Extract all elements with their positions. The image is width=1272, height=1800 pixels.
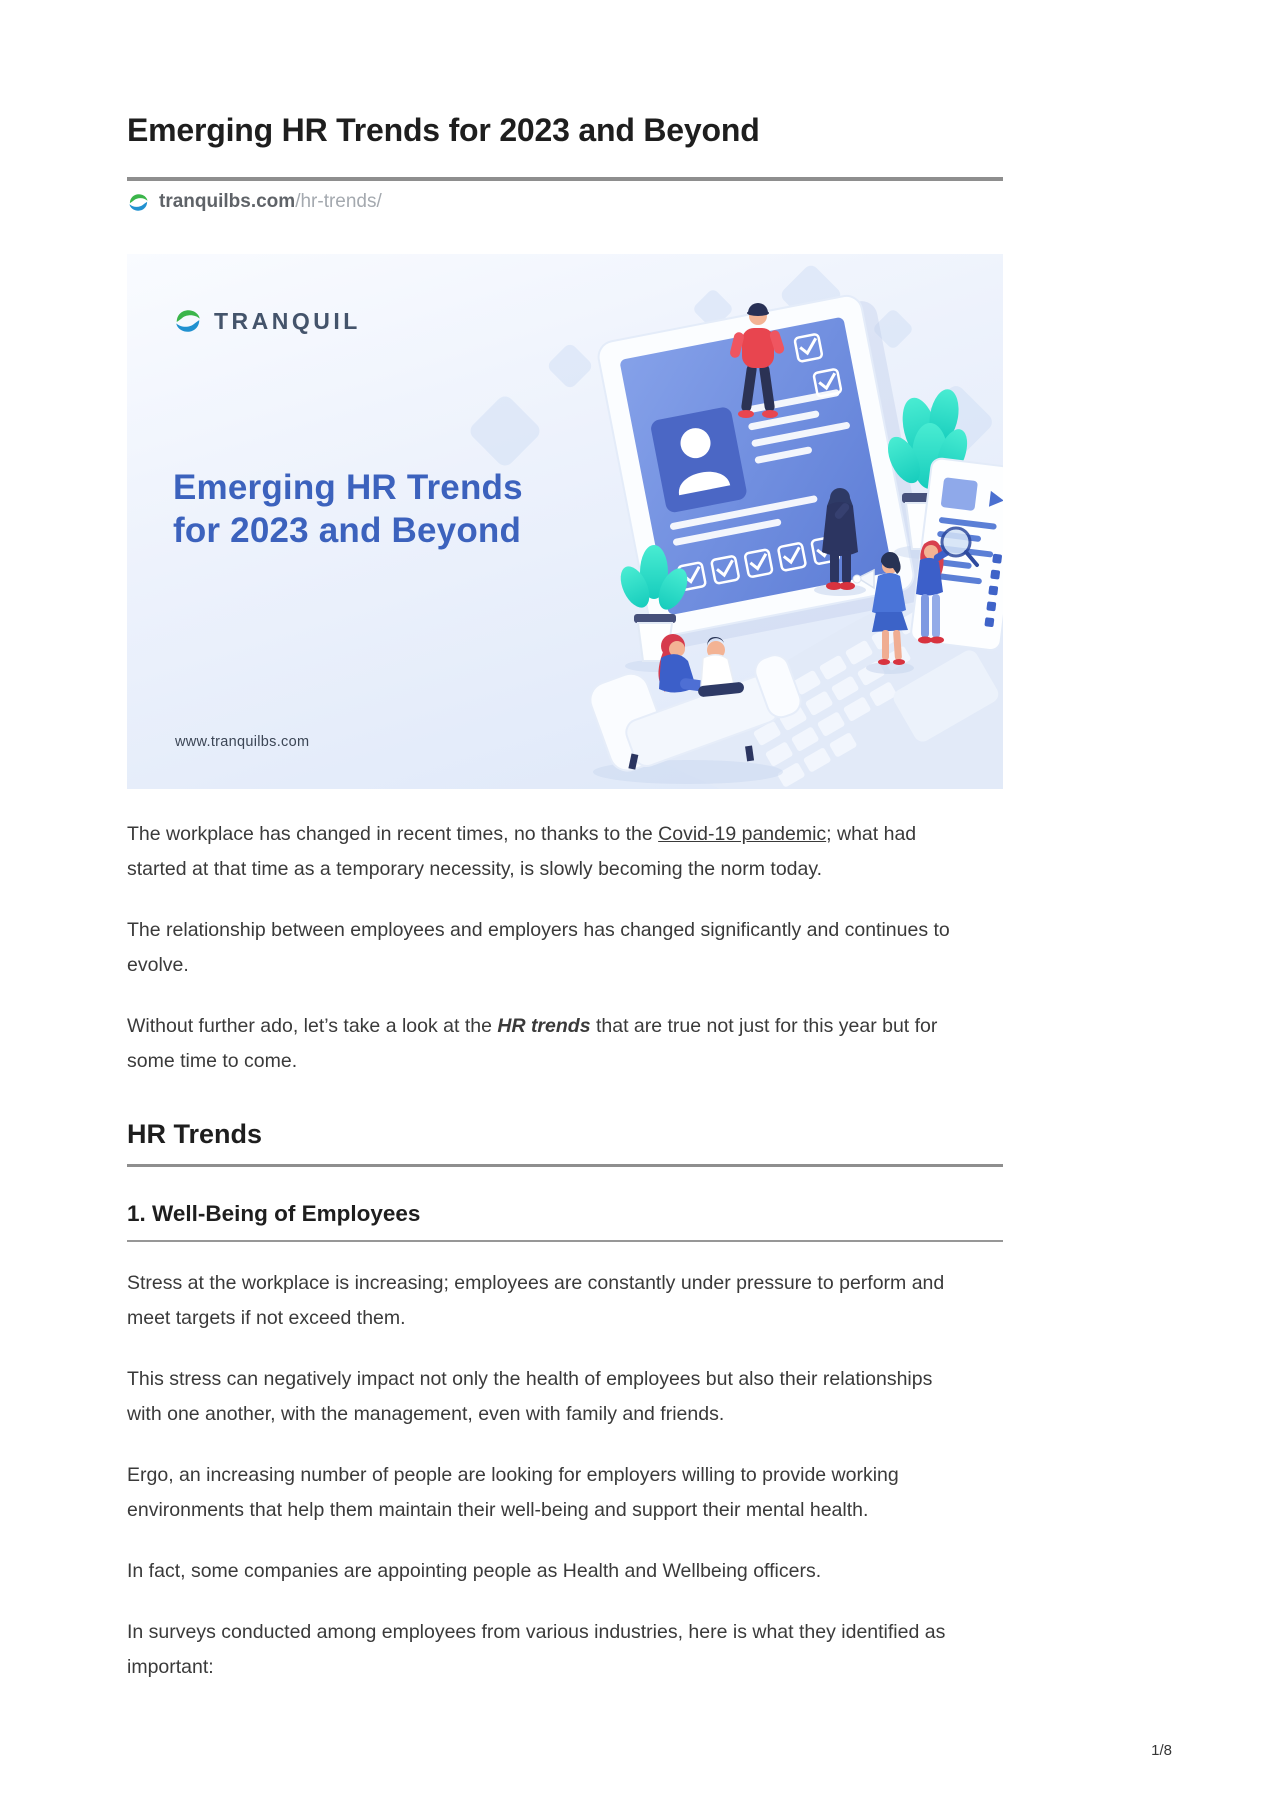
paragraph — [127, 1615, 957, 1685]
inline-text-link[interactable]: Covid-19 pandemic — [658, 823, 827, 845]
article-content — [127, 0, 1003, 1711]
subsection-divider — [127, 1240, 1003, 1242]
hero-illustration — [458, 254, 1003, 789]
paragraph — [127, 1362, 957, 1432]
page-indicator: 1/8 — [1151, 1742, 1172, 1759]
paragraph — [127, 1266, 957, 1336]
section-divider — [127, 1164, 1003, 1167]
text-run: The relationship between employees and employers has changed significantly and continues to evolve. — [127, 919, 950, 976]
source-url-text — [159, 190, 382, 214]
section-heading-hr-trends: HR Trends — [127, 1119, 263, 1149]
subsection-heading-wellbeing: 1. Well-Being of Employees — [127, 1201, 421, 1226]
page-title: Emerging HR Trends for 2023 and Beyond — [127, 112, 760, 148]
text-run: ; what had started at that time as a temporary necessity, is slowly becoming the norm today. — [127, 823, 917, 880]
site-favicon-icon — [127, 191, 150, 214]
source-domain: tranquilbs.com — [159, 191, 296, 212]
hero-title-line2: for 2023 and Beyond — [173, 511, 522, 550]
paragraph — [127, 1554, 957, 1589]
text-run: Stress at the workplace is increasing; employees are constantly under pressure to perform and meet targets if not exceed them. — [127, 1272, 945, 1329]
text-run: The workplace has changed in recent times, no thanks to the — [127, 823, 659, 845]
source-path: /hr-trends/ — [295, 191, 382, 212]
hero-banner — [127, 254, 1003, 789]
tranquil-swirl-icon — [173, 306, 203, 336]
emphasized-text: HR trends — [497, 1015, 591, 1037]
text-run: This stress can negatively impact not only the health of employees but also their relationships with one another, with the management, even with family and friends. — [127, 1368, 933, 1425]
text-run: Ergo, an increasing number of people are looking for employers willing to provide working environments that help them maintain their well-being and support their mental health. — [127, 1464, 899, 1521]
brand-name: TRANQUIL — [214, 307, 361, 334]
person-on-couch-man — [698, 637, 745, 697]
paragraph — [127, 1458, 957, 1528]
text-run: In fact, some companies are appointing people as Health and Wellbeing officers. — [127, 1560, 822, 1582]
text-run: In surveys conducted among employees from various industries, here is what they identified as important: — [127, 1621, 946, 1678]
hero-title-line1: Emerging HR Trends — [173, 468, 523, 507]
paragraph — [127, 913, 957, 983]
section-paragraphs — [127, 1266, 1003, 1685]
intro-paragraphs — [127, 817, 1003, 1079]
title-divider — [127, 177, 1003, 181]
brand-logo — [173, 306, 361, 336]
paragraph — [127, 817, 957, 887]
source-url-row — [127, 190, 1003, 214]
text-run: Without further ado, let’s take a look at the — [127, 1015, 498, 1037]
paragraph — [127, 1009, 957, 1079]
hero-website: www.tranquilbs.com — [175, 734, 310, 750]
text-run: that are true not just for this year but for some time to come. — [127, 1015, 938, 1072]
